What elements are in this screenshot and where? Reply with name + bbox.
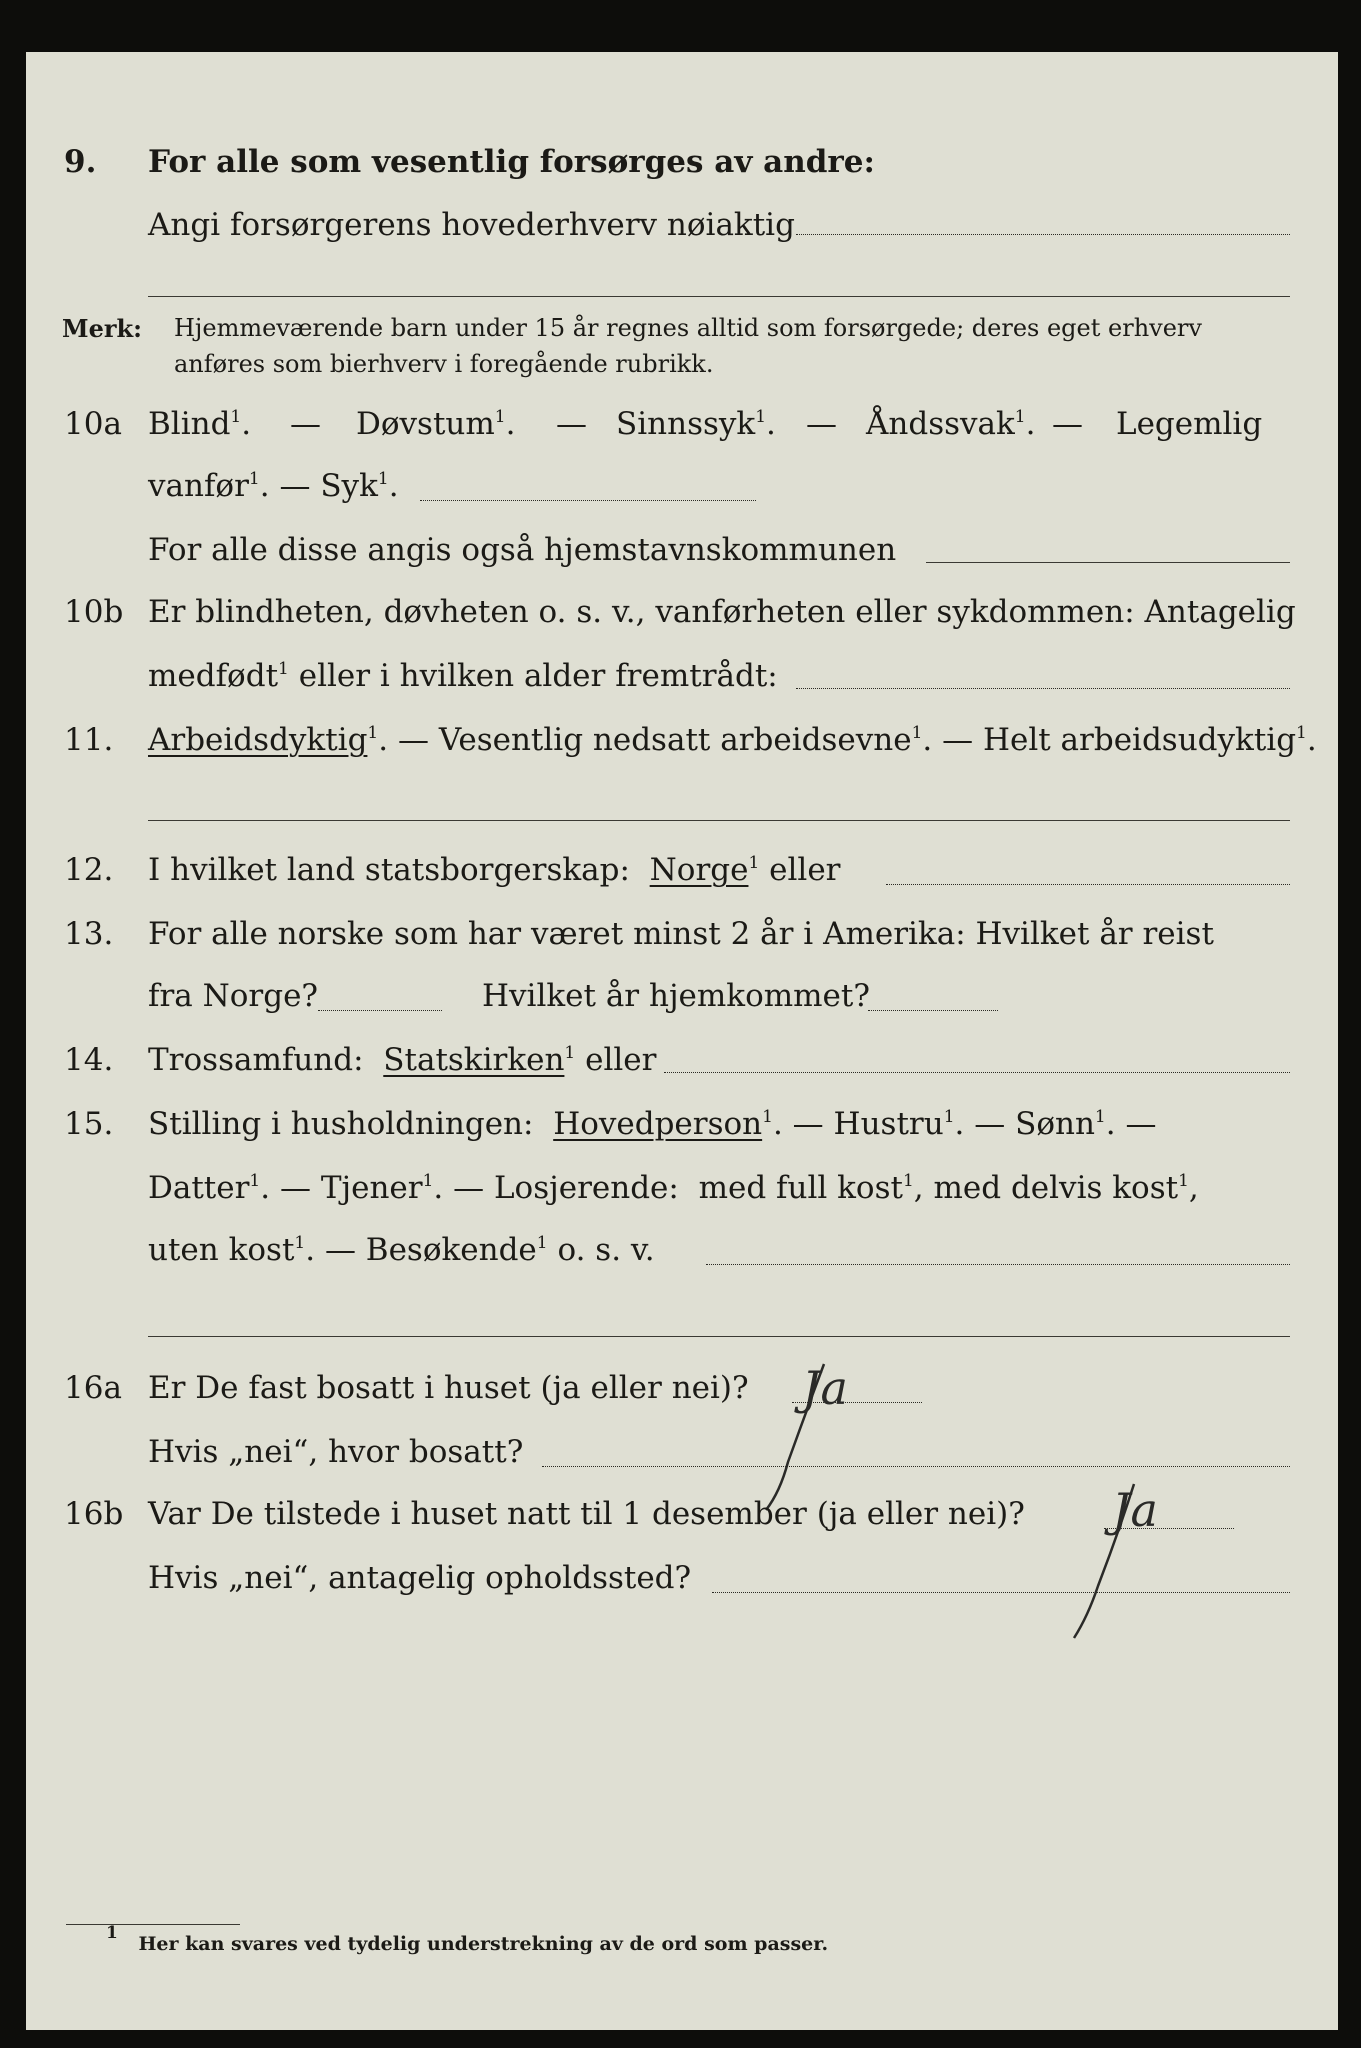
q10a-row1: 10a Blind$^1$. — Døvstum$^1$. — Sinnssyk$^1$. — Åndssvak$^1$. — Legemlig: [64, 406, 1263, 442]
q13-hjemkommet: Hvilket år hjemkommet?: [482, 978, 870, 1014]
q16b-handwritten-answer: [1036, 1462, 1256, 1652]
q16b-line1: Var De tilstede i huset natt til 1 desember (ja eller nei)?: [148, 1496, 1025, 1532]
svg-text:Ja: Ja: [1112, 1483, 1158, 1537]
q10b-row1: [26, 594, 1338, 654]
q14-number: 14.: [64, 1042, 114, 1078]
q11-udyktig: Helt arbeidsudyktig: [982, 722, 1297, 758]
q16b-line2: Hvis „nei“, antagelig opholdssted?: [148, 1560, 692, 1596]
q15-label: Stilling i husholdningen:: [148, 1106, 534, 1142]
q13-row2: [26, 978, 1338, 1038]
q16a-line2: Hvis „nei“, hvor bosatt?: [148, 1434, 524, 1470]
q14-statskirken: Statskirken: [383, 1042, 565, 1078]
q9-number: 9.: [64, 144, 97, 180]
q10a-blind: Blind: [148, 406, 231, 442]
q11-row: 11. Arbeidsdyktig$^1$. — Vesentlig nedsatt arbeidsevne$^1$. — Helt arbeidsudyktig$^1$.: [64, 722, 1317, 758]
q10a-sinnssyk: Sinnssyk: [616, 406, 756, 442]
q16a-row1: [26, 1370, 1338, 1430]
q10b-medfodt: medfødt: [148, 658, 279, 694]
q15-datter: Datter: [148, 1170, 250, 1206]
census-form-page: [26, 52, 1338, 2030]
footnote-rule: [66, 1924, 240, 1925]
q15-row1: 15. Stilling i husholdningen: Hovedperson$^1$. — Hustru$^1$. — Sønn$^1$. —: [64, 1106, 1157, 1142]
q15-row3: uten kost$^1$. — Besøkende$^1$ o. s. v.: [148, 1232, 655, 1268]
q12-answer-line: [886, 884, 1290, 885]
q15-full-kost: med full kost: [698, 1170, 903, 1206]
merk-line2: anføres som bierhverv i foregående rubrikk.: [174, 350, 714, 378]
svg-text:Ja: Ja: [802, 1361, 848, 1415]
q13-row1: [26, 916, 1338, 976]
q9-row: [26, 144, 1338, 204]
q15-tjener: Tjener: [320, 1170, 423, 1206]
q10a-syk-line: [420, 500, 756, 501]
q15-uten-kost: uten kost: [148, 1232, 295, 1268]
q10b-alder: eller i hvilken alder fremtrådt:: [298, 658, 778, 694]
q10a-row2: vanfør$^1$. — Syk$^1$.: [148, 468, 399, 504]
q9-title: For alle som vesentlig forsørges av andre:: [148, 144, 875, 180]
q10b-row2: medfødt$^1$ eller i hvilken alder fremtrådt:: [148, 658, 778, 694]
q15-delvis-kost: med delvis kost: [933, 1170, 1179, 1206]
q15-sonn: Sønn: [1015, 1106, 1095, 1142]
q10a-vanfor: vanfør: [148, 468, 249, 504]
q9-answer-line: [796, 234, 1290, 235]
q13-reist-line: [318, 1010, 442, 1011]
merk-row2: [26, 350, 1338, 410]
q10a-hjemstavn-line: [926, 562, 1290, 563]
q13-line1: For alle norske som har været minst 2 år i Amerika: Hvilket år reist: [148, 916, 1214, 952]
merk-line1: Hjemmeværende barn under 15 år regnes alltid som forsørgede; deres eget erhverv: [174, 314, 1202, 342]
q16a-line1: Er De fast bosatt i huset (ja eller nei)?: [148, 1370, 749, 1406]
q10a-legemlig: Legemlig: [1116, 406, 1263, 442]
q12-eller: eller: [769, 852, 841, 888]
q15-row2: Datter$^1$. — Tjener$^1$. — Losjerende: med full kost$^1$, med delvis kost$^1$,: [148, 1170, 1199, 1206]
q9-occupation-label: Angi forsørgerens hovederhverv nøiaktig: [148, 207, 795, 243]
q10b-number: 10b: [64, 594, 124, 630]
q10b-line1: Er blindheten, døvheten o. s. v., vanførheten eller sykdommen: Antagelig: [148, 594, 1296, 630]
q15-hovedperson: Hovedperson: [553, 1106, 763, 1142]
q12-number: 12.: [64, 852, 114, 888]
q12-norge: Norge: [649, 852, 749, 888]
q11-rule: [148, 820, 1290, 821]
q12-label: I hvilket land statsborgerskap:: [148, 852, 630, 888]
q10a-number: 10a: [64, 406, 122, 442]
footnote-mark: 1: [106, 1923, 118, 1943]
q15-rule: [148, 1336, 1290, 1337]
q15-answer-line: [706, 1264, 1290, 1265]
q16b-row2: [26, 1560, 1338, 1620]
q10a-andssvak: Åndssvak: [866, 406, 1015, 442]
q16b-number: 16b: [64, 1496, 124, 1532]
q15-osv: o. s. v.: [557, 1232, 655, 1268]
q16a-number: 16a: [64, 1370, 122, 1406]
q15-losjerende: Losjerende:: [493, 1170, 679, 1206]
q11-number: 11.: [64, 722, 114, 758]
q14-row: 14. Trossamfund: Statskirken$^1$ eller: [64, 1042, 657, 1078]
q11-arbeidsdyktig: Arbeidsdyktig: [148, 722, 368, 758]
footnote-text: Her kan svares ved tydelig understrekning av de ord som passer.: [138, 1933, 829, 1955]
merk-label: Merk:: [62, 314, 142, 343]
q9-line2: [26, 207, 1338, 267]
q11-nedsatt: Vesentlig nedsatt arbeidsevne: [438, 722, 912, 758]
q14-label: Trossamfund:: [148, 1042, 364, 1078]
q10b-answer-line: [796, 688, 1290, 689]
q10a-hjemstavn-label: For alle disse angis også hjemstavnskommunen: [148, 532, 897, 568]
q13-number: 13.: [64, 916, 114, 952]
q15-hustru: Hustru: [833, 1106, 944, 1142]
q10a-dovstum: Døvstum: [356, 406, 495, 442]
q15-number: 15.: [64, 1106, 114, 1142]
q15-besokende: Besøkende: [365, 1232, 537, 1268]
q13-reist: fra Norge?: [148, 978, 319, 1014]
q9-rule: [148, 296, 1290, 297]
q16b-opholdssted-line: [712, 1592, 1290, 1593]
q14-eller: eller: [585, 1042, 657, 1078]
q13-hjemkommet-line: [868, 1010, 998, 1011]
q12-row: 12. I hvilket land statsborgerskap: Norge$^1$ eller: [64, 852, 841, 888]
q14-answer-line: [664, 1072, 1290, 1073]
footnote: [106, 1923, 829, 1955]
q10a-syk: Syk: [320, 468, 378, 504]
